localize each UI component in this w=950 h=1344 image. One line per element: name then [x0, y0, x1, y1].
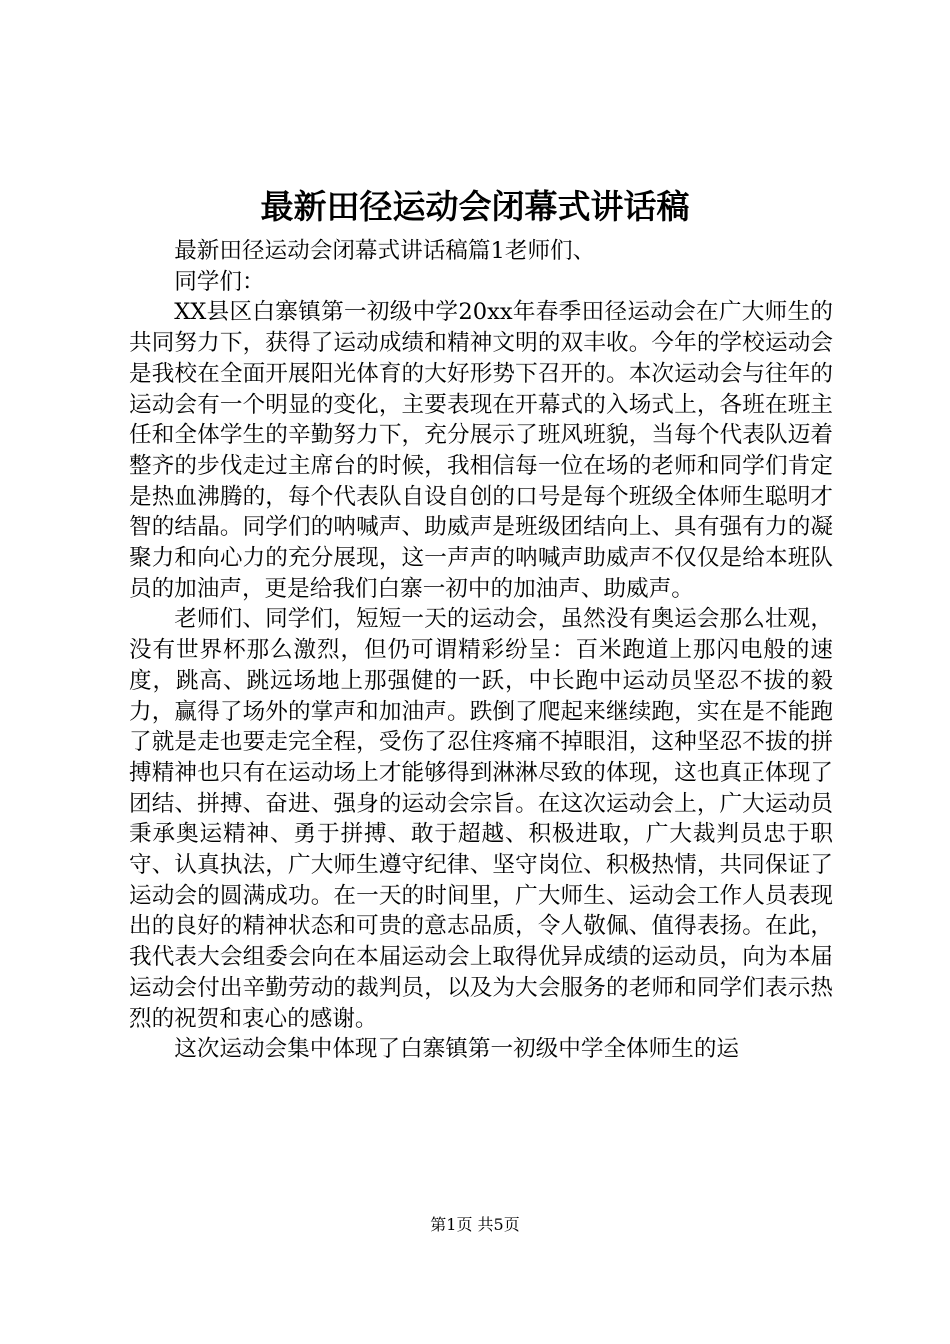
page-footer: 第1页 共5页 — [430, 1215, 520, 1234]
paragraph-2: 老师们、同学们，短短一天的运动会，虽然没有奥运会那么壮观，没有世界杯那么激烈，但仍可谓精彩纷呈：百米跑道上那闪电般的速度，跳高、跳远场地上那强健的一跃，中长跑中运动员坚忍不拔的毅力，赢得了场外的掌声和加油声。跌倒了爬起来继续跑，实在是不能跑了就是走也要走完全程，受伤了忍住疼痛不掉眼泪，这种坚忍不拔的拼搏精神也只有在运动场上才能够得到淋淋尽致的体现，这也真正体现了团结、拼搏、奋进、强身的运动会宗旨。在这次运动会上，广大运动员秉承奥运精神、勇于拼搏、敢于超越、积极进取，广大裁判员忠于职守、认真执法，广大师生遵守纪律、坚守岗位、积极热情，共同保证了运动会的圆满成功。在一天的时间里，广大师生、运动会工作人员表现出的良好的精神状态和可贵的意志品质，令人敬佩、值得表扬。在此，我代表大会组委会向在本届运动会上取得优异成绩的运动员，向为本届运动会付出辛勤劳动的裁判员，以及为大会服务的老师和同学们表示热烈的祝贺和衷心的感谢。 — [129, 606, 833, 1032]
document-title: 最新田径运动会闭幕式讲话稿 — [260, 187, 690, 226]
paragraph-salutation: 同学们： — [174, 268, 265, 295]
paragraph-1: XX县区白寨镇第一初级中学20xx年春季田径运动会在广大师生的共同努力下，获得了运动成绩和精神文明的双丰收。今年的学校运动会是我校在全面开展阳光体育的大好形势下召开的。本次运动会与往年的运动会有一个明显的变化，主要表现在开幕式的入场式上，各班在班主任和全体学生的辛勤努力下，充分展示了班风班貌，当每个代表队迈着整齐的步伐走过主席台的时候，我相信每一位在场的老师和同学们肯定是热血沸腾的，每个代表队自设自创的口号是每个班级全体师生聪明才智的结晶。同学们的呐喊声、助威声是班级团结向上、具有强有力的凝聚力和向心力的充分展现，这一声声的呐喊声助威声不仅仅是给本班队员的加油声，更是给我们白寨一初中的加油声、助威声。 — [129, 299, 833, 602]
paragraph-3: 这次运动会集中体现了白寨镇第一初级中学全体师生的运 — [174, 1036, 740, 1063]
paragraph-intro: 最新田径运动会闭幕式讲话稿篇1老师们、 — [174, 238, 596, 264]
document-body — [129, 236, 833, 1065]
